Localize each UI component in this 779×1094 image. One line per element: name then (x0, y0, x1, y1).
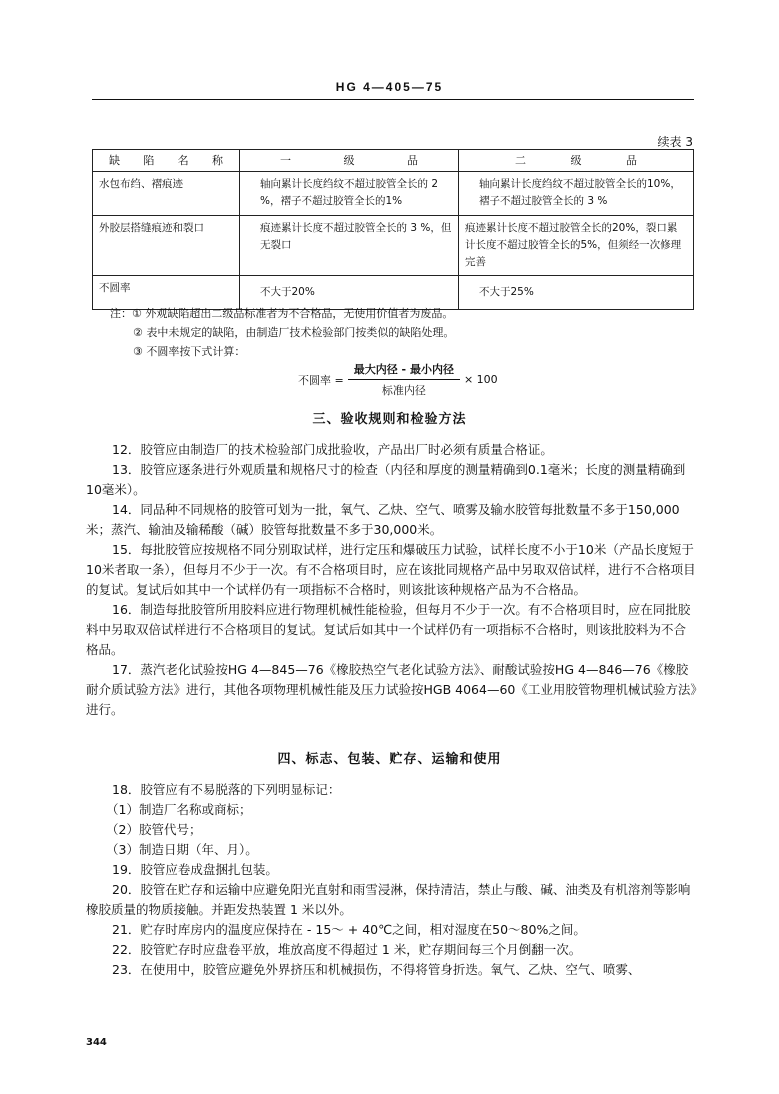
table-row (93, 172, 694, 216)
section-4-body (86, 780, 698, 980)
formula-lhs: 不圆率 = (298, 373, 344, 387)
clause-12: 12．胶管应由制造厂的技术检验部门成批验收，产品出厂时必须有质量合格证。 (112, 442, 553, 457)
defect-name-cell: 外胶层搭缝痕迹和裂口 (93, 216, 240, 276)
grade1-cell: 轴向累计长度绉纹不超过胶管全长的 2 %，褶子不超过胶管全长的1% (240, 172, 459, 216)
defect-name-cell: 水包布绉、褶痕迹 (93, 172, 240, 216)
clause-17: 17．蒸汽老化试验按HG 4—845—76《橡胶热空气老化试验方法》、耐酸试验按HG 4—846—76《橡胶耐介质试验方法》进行，其他各项物理机械性能及压力试验按HGB 4064—60《工业用胶管物理机械试验方法》进行。 (86, 662, 697, 717)
clause-21: 21．贮存时库房内的温度应保持在 - 15～ + 40℃之间，相对湿度在50～80%之间。 (112, 922, 586, 937)
page-number: 344 (86, 1037, 107, 1048)
note-2: ② 表中未规定的缺陷，由制造厂技术检验部门按类似的缺陷处理。 (133, 326, 455, 339)
clause-15: 15．每批胶管应按规格不同分别取试样，进行定压和爆破压力试验，试样长度不小于10米（产品长度短于10米者取一条），但每月不少于一次。有不合格项目时，应在该批同规格产品中另取双倍试样，进行不合格项目的复试。复试后如其中一个试样仍有一项指标不合格时，则该批该种规格产品为不合格品。 (86, 542, 696, 597)
out-of-roundness-formula (298, 361, 498, 398)
clause-16: 16．制造每批胶管所用胶料应进行物理机械性能检验，但每月不少于一次。有不合格项目时，应在同批胶料中另取双倍试样进行不合格项目的复试。复试后如其中一个试样仍有一项指标不合格时，则该批胶料为不合格品。 (86, 602, 691, 657)
formula-factor: × 100 (463, 373, 498, 386)
formula-numerator: 最大内径 - 最小内径 (348, 361, 460, 380)
defect-grade-table (92, 149, 694, 310)
grade2-cell: 痕迹累计长度不超过胶管全长的20%，裂口累计长度不超过胶管全长的5%，但须经一次修理完善 (459, 216, 694, 276)
marking-item-2: （2）胶管代号； (106, 822, 202, 837)
header-grade2: 二 级 品 (459, 150, 694, 172)
table-row (93, 216, 694, 276)
standard-code-header: HG 4—405—75 (335, 80, 444, 94)
clause-18: 18．胶管应有不易脱落的下列明显标记： (112, 782, 341, 797)
section-3-body (86, 440, 698, 720)
defect-name-cell: 不圆率 (93, 276, 240, 310)
grade1-cell: 不大于20% (240, 276, 459, 310)
clause-23: 23．在使用中，胶管应避免外界挤压和机械损伤，不得将管身折迭。氧气、乙炔、空气、喷雾、 (112, 962, 641, 977)
table-continued-label: 续表 3 (657, 135, 693, 149)
section-4-title: 四、标志、包装、贮存、运输和使用 (277, 752, 502, 767)
grade2-cell: 轴向累计长度绉纹不超过胶管全长的10%，褶子不超过胶管全长的 3 % (459, 172, 694, 216)
formula-denominator: 标准内径 (381, 384, 426, 397)
header-grade1: 一 级 品 (240, 150, 459, 172)
clause-20: 20．胶管在贮存和运输中应避免阳光直射和雨雪浸淋，保持清洁，禁止与酸、碱、油类及有机溶剂等影响橡胶质量的物质接触。并距发热装置 1 米以外。 (86, 882, 691, 917)
note-1: 注：① 外观缺陷超出二级品标准者为不合格品，无使用价值者为废品。 (110, 307, 454, 320)
grade1-cell: 痕迹累计长度不超过胶管全长的 3 %，但无裂口 (240, 216, 459, 276)
clause-22: 22．胶管贮存时应盘卷平放，堆放高度不得超过 1 米，贮存期间每三个月倒翻一次。 (112, 942, 582, 957)
formula-fraction (348, 361, 460, 398)
table-notes (110, 304, 710, 361)
header-rule (92, 99, 694, 100)
marking-item-1: （1）制造厂名称或商标； (106, 802, 252, 817)
clause-13: 13．胶管应逐条进行外观质量和规格尺寸的检查（内径和厚度的测量精确到0.1毫米；长度的测量精确到10毫米）。 (86, 462, 686, 497)
table-header-row (93, 150, 694, 172)
clause-19: 19．胶管应卷成盘捆扎包装。 (112, 862, 278, 877)
section-3-title: 三、验收规则和检验方法 (312, 412, 467, 427)
marking-item-3: （3）制造日期（年、月）。 (106, 842, 258, 857)
clause-14: 14．同品种不同规格的胶管可划为一批，氧气、乙炔、空气、喷雾及输水胶管每批数量不多于150,000米；蒸汽、输油及输稀酸（碱）胶管每批数量不多于30,000米。 (86, 502, 680, 537)
grade2-cell: 不大于25% (459, 276, 694, 310)
header-defect-name: 缺 陷 名 称 (93, 150, 240, 172)
note-3: ③ 不圆率按下式计算： (133, 345, 246, 358)
